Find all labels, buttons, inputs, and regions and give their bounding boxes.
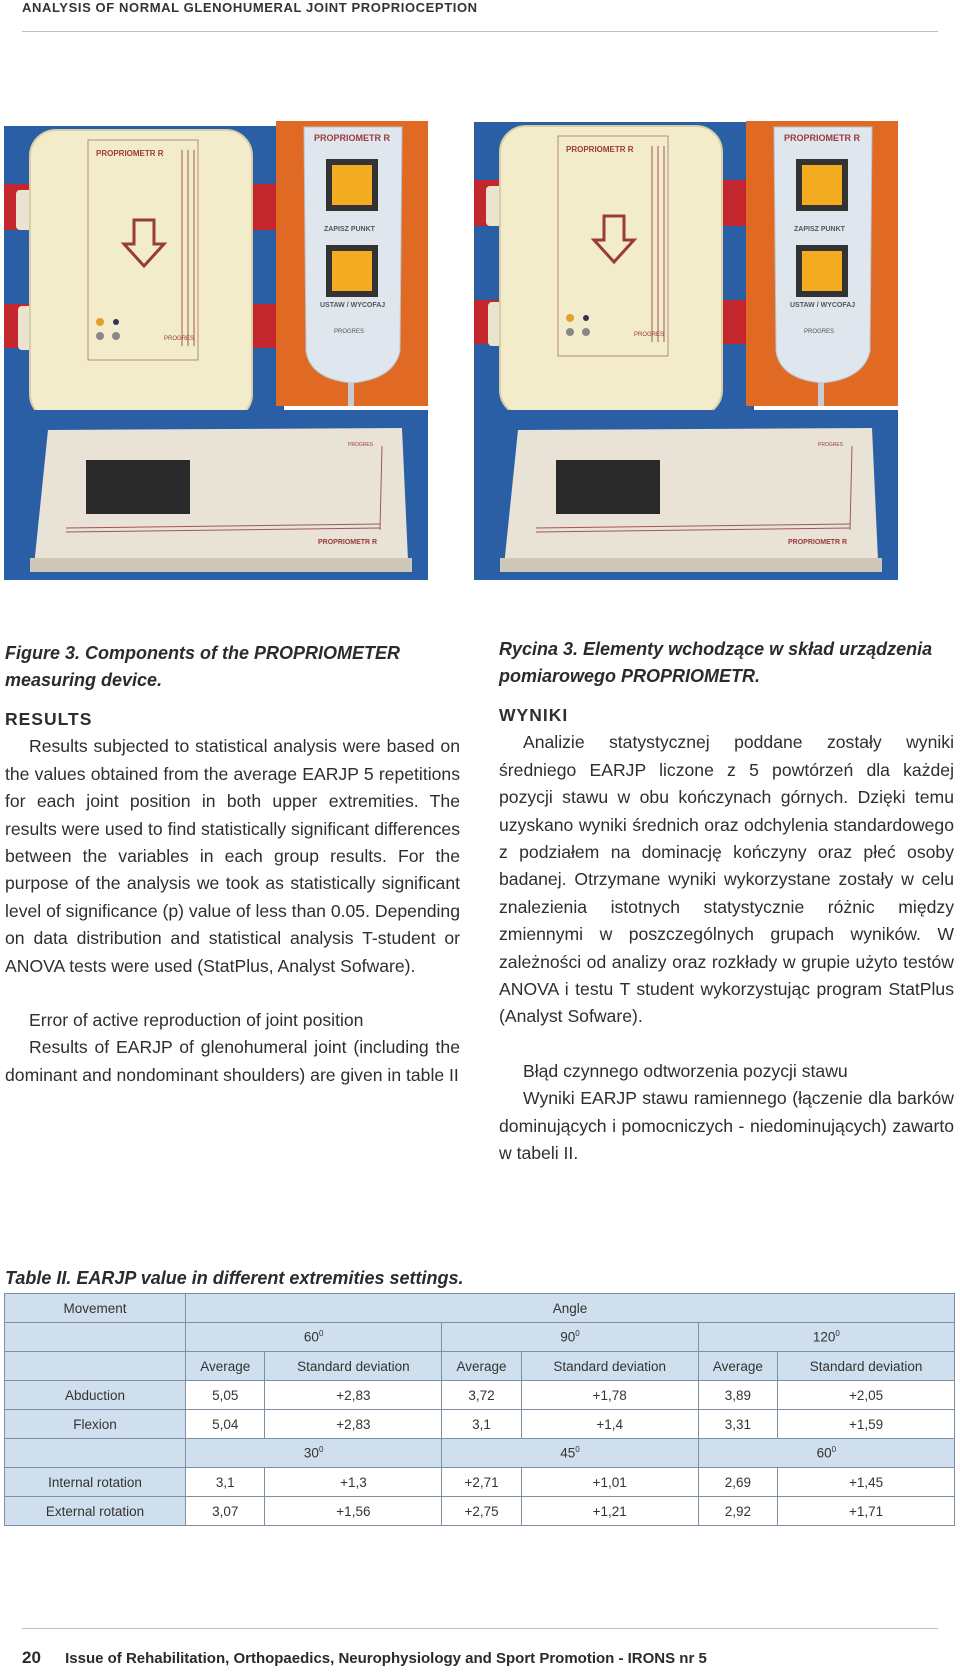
angle-cell: $30^0$	[186, 1439, 442, 1468]
display-label: PROPRIOMETR R	[318, 539, 378, 546]
photo-remote-left	[276, 121, 428, 406]
table-cell: +1,59	[778, 1410, 955, 1439]
row-label: External rotation	[5, 1497, 186, 1526]
avg-header: Average	[186, 1352, 265, 1381]
remote-label: PROPRIOMETR R	[784, 133, 861, 143]
avg-header: Average	[442, 1352, 521, 1381]
table-row	[5, 1468, 955, 1497]
device-brand: PROGRES	[634, 332, 665, 338]
table-row	[5, 1497, 955, 1526]
table-cell: +2,83	[265, 1381, 442, 1410]
remote-button2-label: USTAW / WYCOFAJ	[790, 302, 856, 309]
photo-device-left	[4, 126, 284, 430]
bottom-rule	[22, 1628, 938, 1629]
table-cell: 5,05	[186, 1381, 265, 1410]
device-label: PROPRIOMETR R	[96, 149, 164, 158]
top-rule	[22, 31, 938, 32]
avg-header: Average	[698, 1352, 777, 1381]
earjp-subheading: Error of active reproduction of joint position	[29, 1010, 364, 1031]
photo-display-left	[4, 410, 428, 580]
running-head: ANALYSIS OF NORMAL GLENOHUMERAL JOINT PROPRIOCEPTION	[22, 0, 478, 15]
remote-label: PROPRIOMETR R	[314, 133, 391, 143]
table-cell: 3,89	[698, 1381, 777, 1410]
table-cell: +1,21	[521, 1497, 698, 1526]
page-number: 20	[22, 1648, 41, 1667]
table-cell: +2,71	[442, 1468, 521, 1497]
row-label: Internal rotation	[5, 1468, 186, 1497]
angle-header: Angle	[186, 1294, 955, 1323]
table-cell: 2,69	[698, 1468, 777, 1497]
earjp-table	[4, 1293, 955, 1526]
table-subheader-row	[5, 1352, 955, 1381]
table-cell: +1,45	[778, 1468, 955, 1497]
blad-subheading: Błąd czynnego odtworzenia pozycji stawu	[523, 1060, 848, 1081]
display-brand: PROGRES	[818, 442, 844, 448]
wyniki-heading: WYNIKI	[499, 705, 569, 725]
page-footer	[22, 1648, 707, 1668]
table-cell: 5,04	[186, 1410, 265, 1439]
figure-caption-pl: Rycina 3. Elementy wchodzące w skład urządzenia pomiarowego PROPRIOMETR.	[499, 639, 933, 686]
table-header-row	[5, 1294, 955, 1323]
table-cell: 3,31	[698, 1410, 777, 1439]
table-caption: Table II. EARJP value in different extremities settings.	[5, 1268, 464, 1288]
figure-caption-en: Figure 3. Components of the PROPRIOMETER measuring device.	[5, 643, 401, 690]
table-cell: 3,1	[442, 1410, 521, 1439]
angle-cell: $60^0$	[698, 1439, 954, 1468]
remote-button1-label: ZAPISZ PUNKT	[324, 226, 375, 233]
results-paragraph: Results subjected to statistical analysis were based on the values obtained from the average EARJP 5 repetitions for each joint position in both upper extremities. The results were used to find statistically significant differences between the variables in each group results. For the purpose of the analysis we took as statistically significant level of significance (p) value of less than 0.05. Depending on data distribution and statistical analysis T-student or ANOVA tests were used (StatPlus, Analyst Sofware).	[5, 736, 460, 976]
table-cell: +2,05	[778, 1381, 955, 1410]
movement-header: Movement	[5, 1294, 186, 1323]
table-row	[5, 1410, 955, 1439]
table-row	[5, 1381, 955, 1410]
table-cell: +2,83	[265, 1410, 442, 1439]
results-heading: RESULTS	[5, 709, 93, 729]
table-angle-row-b	[5, 1439, 955, 1468]
photo-device-right	[474, 122, 754, 426]
journal-name: Issue of Rehabilitation, Orthopaedics, Neurophysiology and Sport Promotion - IRONS nr 5	[65, 1650, 707, 1667]
device-label: PROPRIOMETR R	[566, 145, 634, 154]
table-cell: 3,72	[442, 1381, 521, 1410]
display-label: PROPRIOMETR R	[788, 539, 848, 546]
blad-paragraph: Wyniki EARJP stawu ramiennego (łączenie dla barków dominujących i pomocniczych - niedominujących) zawarto w tabeli II.	[499, 1088, 954, 1164]
table-cell: +1,71	[778, 1497, 955, 1526]
remote-brand: PROGRES	[334, 329, 365, 335]
sd-header: Standard deviation	[778, 1352, 955, 1381]
right-column	[499, 636, 954, 1168]
remote-button1-label: ZAPISZ PUNKT	[794, 226, 845, 233]
table-cell: +1,01	[521, 1468, 698, 1497]
table-cell: +1,78	[521, 1381, 698, 1410]
sd-header: Standard deviation	[265, 1352, 442, 1381]
table-cell: 3,07	[186, 1497, 265, 1526]
table-cell: +1,56	[265, 1497, 442, 1526]
table-cell: 3,1	[186, 1468, 265, 1497]
row-label: Flexion	[5, 1410, 186, 1439]
table-cell: +2,75	[442, 1497, 521, 1526]
remote-button2-label: USTAW / WYCOFAJ	[320, 302, 386, 309]
angle-cell: $120^0$	[698, 1323, 954, 1352]
remote-brand: PROGRES	[804, 329, 835, 335]
table-angle-row-a	[5, 1323, 955, 1352]
table-cell: +1,4	[521, 1410, 698, 1439]
photo-display-right	[474, 410, 898, 580]
wyniki-paragraph: Analizie statystycznej poddane zostały wyniki średniego EARJP liczone z 5 powtórzeń dla każdej pozycji stawu w obu kończynach górnych. Dzięki temu uzyskano wyniki średnich oraz odchylenia standardowego z podziałem na dominację kończyny oraz płeć osoby badanej. Otrzymane wyniki wykorzystane zostały w celu znalezienia istotnych statystycznie różnic między zmiennymi w poszczególnych grupach wyników. W zależności od analizy oraz rozkłady w grupie użyto testów ANOVA i testu T student wykorzystując program StatPlus (Analyst Sofware).	[499, 732, 954, 1027]
photo-remote-right	[746, 121, 898, 406]
row-label: Abduction	[5, 1381, 186, 1410]
earjp-paragraph: Results of EARJP of glenohumeral joint (including the dominant and nondominant shoulders) are given in table II	[5, 1037, 460, 1085]
angle-cell: $90^0$	[442, 1323, 698, 1352]
device-brand: PROGRES	[164, 336, 195, 342]
angle-cell: $45^0$	[442, 1439, 698, 1468]
table-cell: 2,92	[698, 1497, 777, 1526]
display-brand: PROGRES	[348, 442, 374, 448]
left-column	[5, 640, 460, 1089]
table-cell: +1,3	[265, 1468, 442, 1497]
sd-header: Standard deviation	[521, 1352, 698, 1381]
angle-cell: $60^0$	[186, 1323, 442, 1352]
